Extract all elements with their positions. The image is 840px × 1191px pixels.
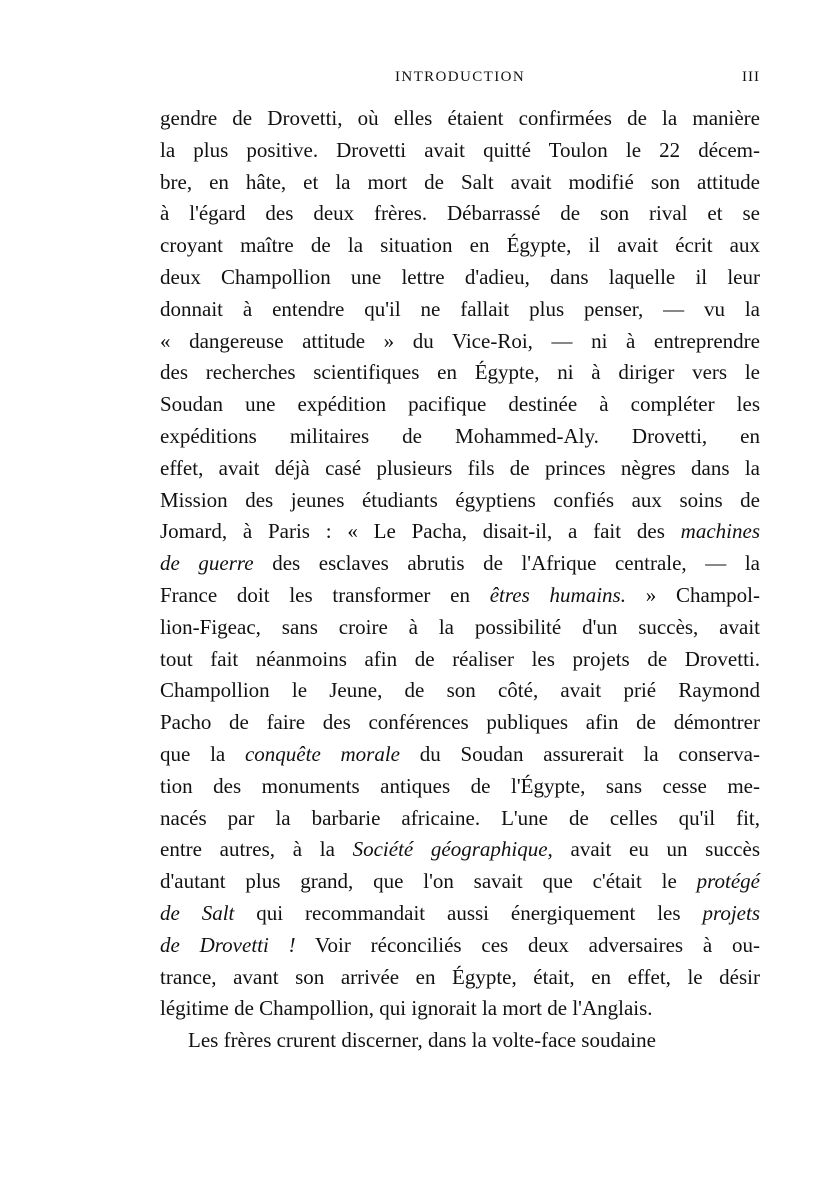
- text-run: des esclaves abrutis de l'Afrique centrale, — la: [253, 551, 760, 576]
- text-line: [160, 103, 760, 135]
- text-line: [160, 1025, 760, 1057]
- text-run: croyant maître de la situation en Égypte, il avait écrit aux: [160, 233, 760, 258]
- italic-run: protégé: [696, 869, 760, 894]
- text-run: gendre de Drovetti, où elles étaient confirmées de la manière: [160, 106, 760, 130]
- text-line: [160, 930, 760, 962]
- text-run: Champollion le Jeune, de son côté, avait prié Raymond: [160, 678, 760, 703]
- text-line: [160, 167, 760, 199]
- text-run: » Champol-: [625, 582, 760, 607]
- text-line: [160, 326, 760, 358]
- text-line: [160, 294, 760, 326]
- text-run: qui recommandait aussi énergiquement les: [234, 900, 703, 925]
- text-run: avait eu un succès: [552, 837, 760, 862]
- text-run: nacés par la barbarie africaine. L'une de celles qu'il fit,: [160, 805, 760, 830]
- text-run: « dangereuse attitude » du Vice-Roi, — ni à entreprendre: [160, 328, 760, 353]
- text-run: que la: [160, 741, 245, 766]
- text-run: du Soudan assurerait la conserva-: [400, 741, 760, 766]
- text-run: des recherches scientifiques en Égypte, ni à diriger vers le: [160, 360, 760, 385]
- text-run: donnait à entendre qu'il ne fallait plus penser, — vu la: [160, 296, 760, 321]
- text-line: [160, 707, 760, 739]
- running-title: INTRODUCTION: [394, 69, 526, 85]
- text-run: tion des monuments antiques de l'Égypte, sans cesse me-: [160, 773, 760, 798]
- text-run: entre autres, à la: [160, 837, 353, 862]
- text-line: [160, 644, 760, 676]
- text-run: légitime de Champollion, qui ignorait la mort de l'Anglais.: [160, 996, 653, 1021]
- text-line: [160, 548, 760, 580]
- text-line: [160, 962, 760, 994]
- text-line: [160, 834, 760, 866]
- text-line: [160, 389, 760, 421]
- page-number: III: [742, 69, 760, 85]
- text-run: d'autant plus grand, que l'on savait que c'était le: [160, 869, 697, 894]
- text-line: [160, 135, 760, 167]
- text-run: Voir réconciliés ces deux adversaires à ou-: [295, 932, 760, 957]
- italic-run: de guerre: [160, 551, 254, 576]
- text-run: la plus positive. Drovetti avait quitté Toulon le 22 décem-: [160, 137, 760, 162]
- text-line: [160, 357, 760, 389]
- text-line: [160, 421, 760, 453]
- text-run: effet, avait déjà casé plusieurs fils de princes nègres dans la: [160, 455, 760, 480]
- text-run: Pacho de faire des conférences publiques afin de démontrer: [160, 710, 760, 735]
- text-line: [160, 453, 760, 485]
- text-line: [160, 803, 760, 835]
- italic-run: conquête morale: [244, 741, 401, 766]
- text-run: France doit les transformer en: [160, 582, 490, 607]
- italic-run: êtres humains.: [489, 582, 626, 607]
- text-line: [160, 612, 760, 644]
- italic-run: de Salt: [160, 900, 235, 925]
- text-line: [160, 739, 760, 771]
- text-run: Soudan une expédition pacifique destinée à compléter les: [160, 392, 760, 417]
- body-text: [160, 103, 760, 1057]
- text-line: [160, 198, 760, 230]
- text-line: [160, 230, 760, 262]
- text-line: [160, 516, 760, 548]
- text-line: [160, 866, 760, 898]
- text-line: [160, 993, 760, 1025]
- text-run: à l'égard des deux frères. Débarrassé de son rival et se: [160, 201, 760, 226]
- text-run: bre, en hâte, et la mort de Salt avait modifié son attitude: [160, 169, 760, 194]
- text-run: Mission des jeunes étudiants égyptiens confiés aux soins de: [160, 487, 760, 512]
- italic-run: de Drovetti !: [160, 932, 296, 957]
- italic-run: Société géographique,: [352, 837, 553, 862]
- text-run: Les frères crurent discerner, dans la volte-face soudaine: [188, 1028, 656, 1053]
- text-line: [160, 771, 760, 803]
- text-line: [160, 485, 760, 517]
- text-run: deux Champollion une lettre d'adieu, dans laquelle il leur: [160, 264, 760, 289]
- italic-run: machines: [680, 519, 760, 544]
- text-line: [160, 675, 760, 707]
- text-run: tout fait néanmoins afin de réaliser les projets de Drovetti.: [160, 646, 760, 671]
- text-line: [160, 898, 760, 930]
- text-line: [160, 262, 760, 294]
- text-run: Jomard, à Paris : « Le Pacha, disait-il, a fait des: [160, 519, 681, 544]
- text-run: trance, avant son arrivée en Égypte, était, en effet, le désir: [160, 964, 760, 989]
- text-run: lion-Figeac, sans croire à la possibilité d'un succès, avait: [160, 614, 760, 639]
- running-head: [160, 66, 760, 88]
- italic-run: projets: [702, 900, 760, 925]
- text-run: expéditions militaires de Mohammed-Aly. Drovetti, en: [160, 423, 760, 448]
- text-line: [160, 580, 760, 612]
